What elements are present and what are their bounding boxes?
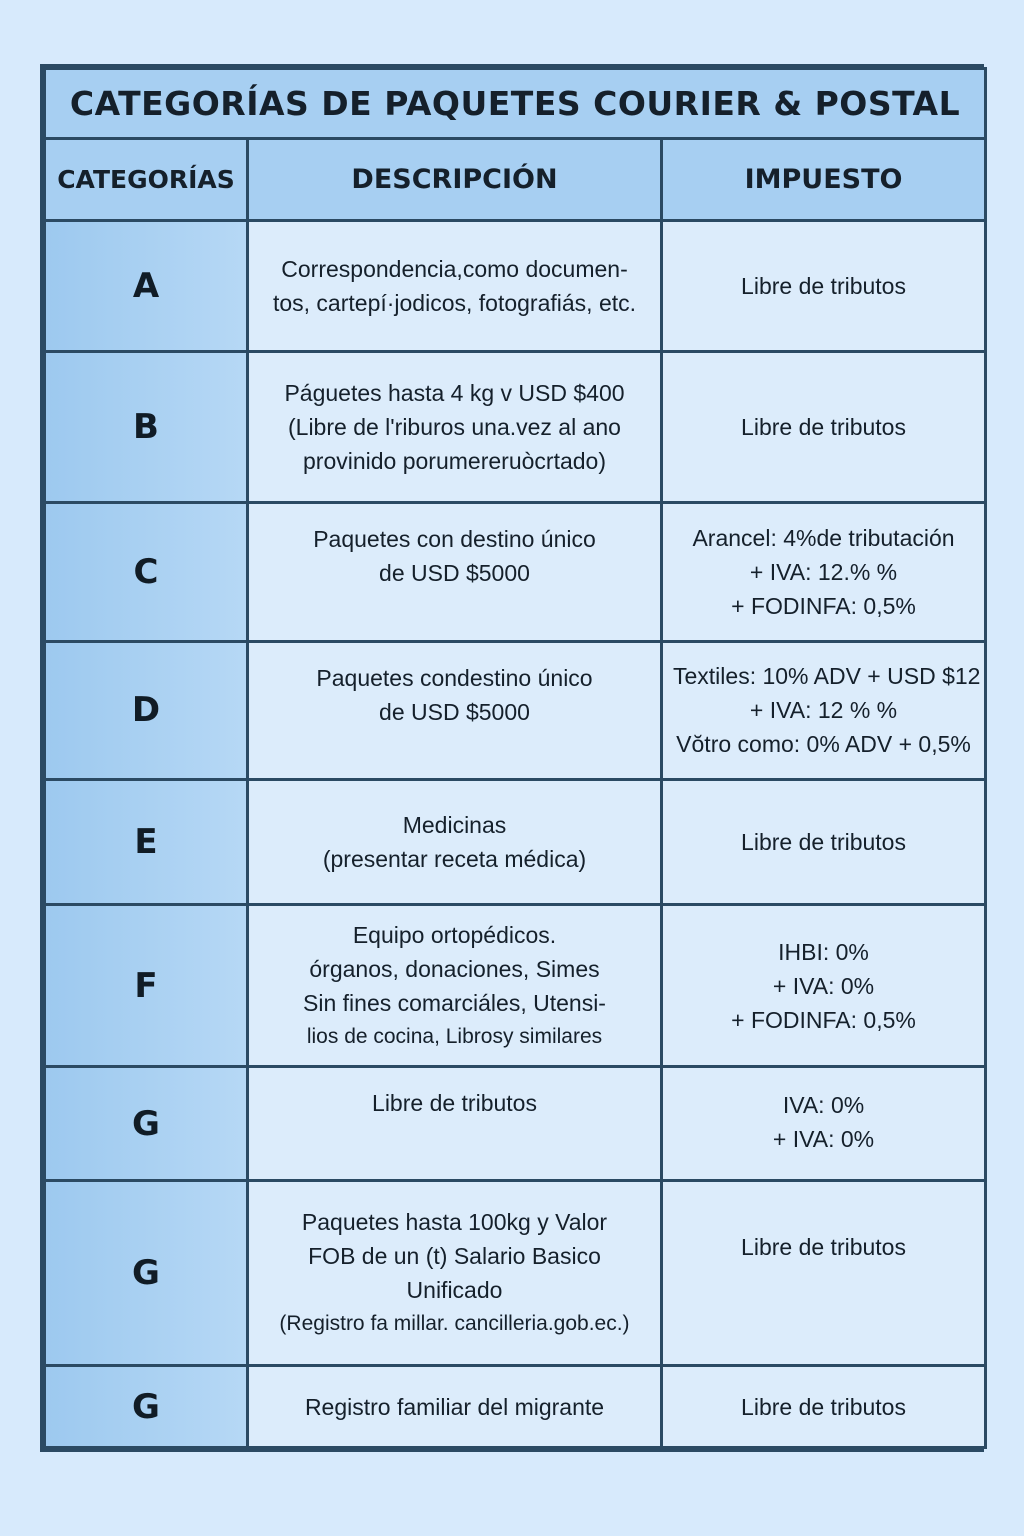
description-line: Paquetes hasta 100kg y Valor <box>301 1209 608 1236</box>
description-line: provinido porumereruòcrtado) <box>303 448 606 475</box>
description-line: Equipo ortopédicos. <box>352 921 557 948</box>
category-cell: G <box>46 1068 246 1179</box>
table-row <box>46 353 984 502</box>
description-cell <box>249 1367 660 1446</box>
category-cell: C <box>46 504 246 639</box>
tax-line: IVA: 0% <box>782 1092 865 1119</box>
description-cell <box>249 1182 660 1364</box>
description-cell <box>249 781 660 903</box>
tax-line: + IVA: 0% <box>772 1126 875 1153</box>
table-row <box>46 1367 984 1446</box>
tax-line: Libre de tributos <box>741 829 906 856</box>
description-cell <box>249 906 660 1065</box>
tax-line: + IVA: 12.% % <box>749 559 898 586</box>
tax-cell <box>663 1367 984 1446</box>
category-cell: G <box>46 1182 246 1364</box>
description-line: Sin fines comarciáles, Utensi- <box>303 989 606 1016</box>
description-line: Registro familiar del migrante <box>304 1393 605 1420</box>
tax-cell <box>663 1182 984 1364</box>
tax-cell <box>663 781 984 903</box>
tax-line: + FODINFA: 0,5% <box>731 593 916 620</box>
categories-table-container <box>40 64 984 1452</box>
description-cell <box>249 1068 660 1179</box>
category-cell: D <box>46 643 246 778</box>
description-line: lios de cocina, Librosy similares <box>306 1024 603 1048</box>
description-line: de USD $5000 <box>379 698 530 725</box>
description-line: (Registro fa millar. cancilleria.gob.ec.) <box>279 1312 630 1336</box>
description-line: FOB de un (t) Salario Basico <box>308 1243 601 1270</box>
tax-line: Libre de tributos <box>741 1234 906 1261</box>
table-row <box>46 1068 984 1179</box>
description-line: Libre de tributos <box>372 1090 537 1117</box>
tax-cell <box>663 353 984 502</box>
tax-cell <box>663 1068 984 1179</box>
tax-line: + IVA: 12 % % <box>749 697 898 724</box>
tax-line: Textiles: 10% ADV + USD $12 <box>673 663 981 690</box>
description-line: tos, cartepí·jodicos, fotografiás, etc. <box>272 289 637 316</box>
table-row <box>46 643 984 778</box>
tax-cell <box>663 906 984 1065</box>
tax-line: + FODINFA: 0,5% <box>731 1006 916 1033</box>
tax-line: Arancel: 4%de tributación <box>692 525 955 552</box>
category-cell: F <box>46 906 246 1065</box>
description-line: órganos, donaciones, Simes <box>309 955 600 982</box>
tax-line: IHBI: 0% <box>778 938 869 965</box>
table-row <box>46 781 984 903</box>
category-cell: A <box>46 222 246 350</box>
table-row <box>46 504 984 639</box>
header-row <box>46 140 984 219</box>
table-title: CATEGORÍAS DE PAQUETES COURIER & POSTAL <box>46 70 984 137</box>
description-cell <box>249 353 660 502</box>
category-cell: B <box>46 353 246 502</box>
header-description: DESCRIPCIÓN <box>249 140 660 219</box>
description-line: de USD $5000 <box>379 560 530 587</box>
description-line: Paquetes condestino único <box>316 664 593 691</box>
description-cell <box>249 222 660 350</box>
header-tax: IMPUESTO <box>663 140 984 219</box>
tax-cell <box>663 222 984 350</box>
tax-line: Libre de tributos <box>741 272 906 299</box>
categories-table <box>43 67 987 1449</box>
description-line: Paquetes con destino único <box>313 526 596 553</box>
category-cell: E <box>46 781 246 903</box>
description-line: Páguetes hasta 4 kg v USD $400 <box>284 380 625 407</box>
category-cell: G <box>46 1367 246 1446</box>
tax-line: + IVA: 0% <box>772 972 875 999</box>
description-line: Correspondencia,como documen- <box>281 255 628 282</box>
description-cell <box>249 504 660 639</box>
description-line: Medicinas <box>402 812 507 839</box>
tax-line: Vŏtro como: 0% ADV + 0,5% <box>676 731 971 758</box>
table-row <box>46 222 984 350</box>
tax-cell <box>663 643 984 778</box>
description-line: Unificado <box>406 1277 503 1304</box>
tax-line: Libre de tributos <box>741 414 906 441</box>
table-row <box>46 906 984 1065</box>
header-category: CATEGORÍAS <box>46 140 246 219</box>
description-line: (Libre de l'riburos una.vez al ano <box>288 414 621 441</box>
tax-line: Libre de tributos <box>741 1393 906 1420</box>
description-line: (presentar receta médica) <box>322 846 587 873</box>
table-row <box>46 1182 984 1364</box>
title-row <box>46 70 984 137</box>
description-cell <box>249 643 660 778</box>
tax-cell <box>663 504 984 639</box>
